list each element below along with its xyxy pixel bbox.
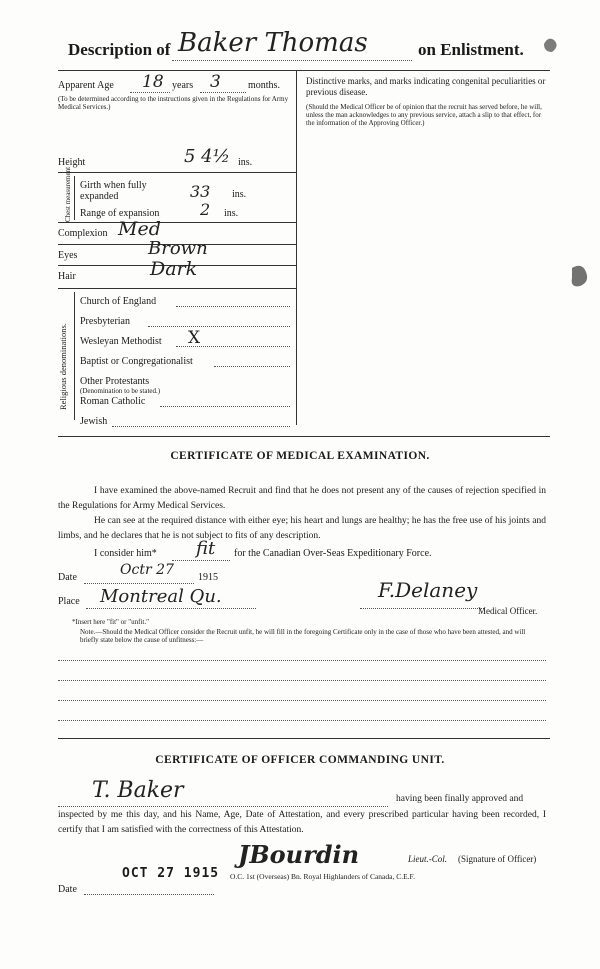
age-note: (To be determined according to the instructions given in the Regulations for Army Medical Services.) [58,95,289,111]
medical-date-value: Octr 27 [120,562,174,578]
fit-line [172,560,230,561]
unit-text: O.C. 1st (Overseas) Bn. Royal Highlanders of Canada, C.E.F. [230,872,415,881]
date-stamp: OCT 27 1915 [122,866,220,881]
medical-officer-note: (Should the Medical Officer be of opinion that the recruit has served before, he will, unless the man acknowledges to any previous service, attach a slip to that effect, for the information of the Approving Officer.) [306,103,542,127]
height-label: Height [58,157,86,168]
hair-label: Hair [58,271,76,282]
unfit-note: Note.—Should the Medical Officer consider the Recruit unfit, he will fill in the foregoing Certificate only in the case of those who have been attested, and will briefly state below the cause of unfitness:— [80,628,526,644]
age-years-value: 18 [142,72,164,92]
age-months-value: 3 [210,72,221,92]
hair-rule [58,288,296,289]
eyes-value: Brown [148,238,208,259]
years-label: years [172,80,194,91]
co-date-label: Date [58,884,77,895]
consider-suffix: for the Canadian Over-Seas Expeditionary Force. [234,548,432,559]
apparent-age-label: Apparent Age [58,80,114,91]
religion-presbyterian: Presbyterian [80,316,130,327]
recruit-name-co: T. Baker [92,778,184,803]
recruit-name-line [58,806,388,807]
religion-line-2 [176,346,290,347]
section-rule-1 [58,436,550,437]
fit-value: fit [196,538,216,559]
description-of-label: Description of [68,40,171,59]
medical-year: 1915 [198,572,218,583]
religion-baptist: Baptist or Congregationalist [80,356,193,367]
co-rank: Lieut.-Col. [408,854,448,864]
girth-label: Girth when fully expanded [80,180,147,202]
unfit-line-1 [58,660,546,661]
chest-bracket [74,176,75,220]
religion-line-0 [176,306,290,307]
consider-prefix: I consider him* [94,548,157,559]
other-protestants-note: (Denomination to be stated.) [80,387,161,395]
religious-denominations-label: Religious denominations. [58,323,68,410]
medical-officer-signature: F.Delaney [378,578,478,602]
unfit-line-4 [58,720,546,721]
complexion-value: Med [118,218,161,240]
girth-unit: ins. [232,189,247,200]
unfit-line-2 [58,680,546,681]
chest-measurement-label: Chest measurement [64,166,72,222]
place-line [86,608,256,609]
scan-blot-icon [540,34,562,56]
religion-line-3 [214,366,290,367]
scan-blot-icon-2 [566,262,592,292]
age-years-line [130,92,170,93]
signature-of-officer-label: (Signature of Officer) [458,854,537,864]
co-certificate-text: inspected by me this day, and his Name, Age, Date of Attestation, and every prescribed particular having been recorded, I certify that I am satisfied with the correctness of this Attestation. [58,810,546,835]
religion-jewish: Jewish [80,416,108,427]
age-months-line [200,92,246,93]
medical-date-line [84,583,194,584]
religion-other-protestants: Other Protestants [80,376,150,387]
religion-line-5 [160,406,290,407]
complexion-label: Complexion [58,228,108,239]
height-value: 5 4½ [184,146,231,167]
unfit-line-3 [58,700,546,701]
place-value: Montreal Qu. [100,586,222,607]
place-label: Place [58,596,80,607]
range-label: Range of expansion [80,208,160,219]
distinctive-marks-label: Distinctive marks, and marks indicating congenital peculiarities or previous disease. [306,76,546,97]
commanding-certificate-title: CERTIFICATE OF OFFICER COMMANDING UNIT. [155,754,445,766]
religion-bracket [74,292,75,420]
religion-line-1 [148,326,290,327]
medical-para-2: He can see at the required distance with either eye; his heart and lungs are healthy; he has the free use of his joints and limbs, and he declares that he is not subject to fits of any description. [58,516,546,541]
co-signature: JBourdin [238,840,360,869]
signature-line [360,608,484,609]
hair-value: Dark [150,258,198,280]
range-unit: ins. [224,208,239,219]
medical-certificate-title: CERTIFICATE OF MEDICAL EXAMINATION. [170,450,430,462]
religion-roman-catholic: Roman Catholic [80,396,146,407]
girth-value: 33 [190,182,211,201]
medical-officer-label: Medical Officer. [478,606,538,616]
height-rule [58,172,296,173]
insert-note: *Insert here "fit" or "unfit." [72,618,149,626]
section-rule-2 [58,738,550,739]
chest-rule [58,222,296,223]
on-enlistment-label: on Enlistment. [418,40,524,59]
column-divider [296,70,297,425]
header-rule [58,70,550,71]
medical-para-1: I have examined the above-named Recruit and find that he does not present any of the causes of rejection specified in the Regulations for Army Medical Services. [58,486,546,511]
religion-wesleyan-mark: X [188,328,201,348]
religion-church-of-england: Church of England [80,296,157,307]
name-underline [172,60,412,61]
religion-line-6 [112,426,290,427]
range-value: 2 [200,200,211,219]
recruit-name-handwritten: Baker Thomas [178,28,368,58]
months-label: months. [248,80,280,91]
approved-text-suffix: having been finally approved and [396,794,524,804]
height-unit: ins. [238,157,253,168]
eyes-label: Eyes [58,250,78,261]
co-date-line [84,894,214,895]
religion-wesleyan: Wesleyan Methodist [80,336,162,347]
medical-date-label: Date [58,572,77,583]
